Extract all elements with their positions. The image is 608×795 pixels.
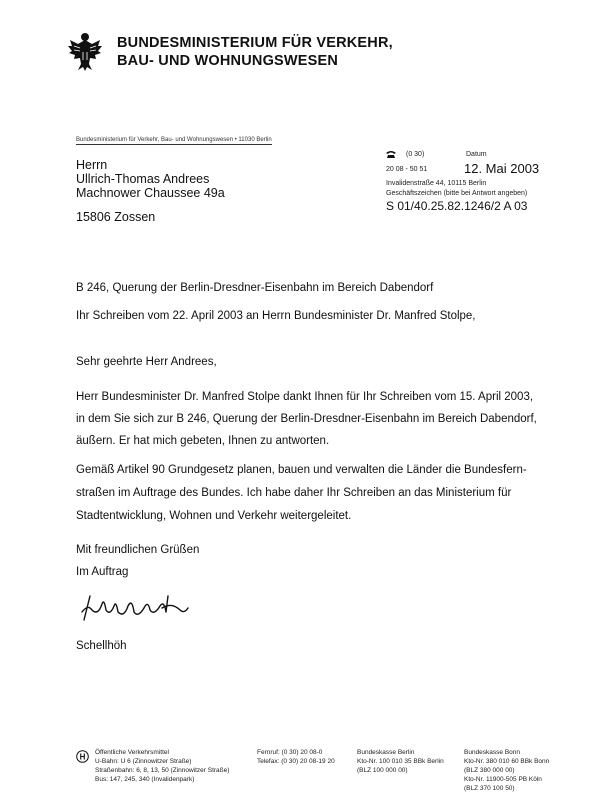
paragraph-1-line-1: Herr Bundesminister Dr. Manfred Stolpe dankt Ihnen für Ihr Schreiben vom 15. April 2003, [76, 391, 534, 403]
footer-bank-bonn-blz-2: (BLZ 370 100 50) [464, 785, 515, 792]
reference-line: Ihr Schreiben vom 22. April 2003 an Herrn Bundesminister Dr. Manfred Stolpe, [76, 310, 476, 322]
paragraph-2-line-1: Gemäß Artikel 90 Grundgesetz planen, bauen und verwalten die Länder die Bundesfern- [76, 464, 527, 476]
footer-bank-berlin-title: Bundeskasse Berlin [357, 749, 415, 756]
federal-eagle-logo [66, 30, 104, 72]
footer-transit-line: Straßenbahn: 6, 8, 13, 50 (Zinnowitzer Straße) [95, 767, 230, 774]
footer-bank-berlin-blz: (BLZ 100 000 00) [357, 767, 408, 774]
footer-fax: Telefax: (0 30) 20 08-19 20 [257, 758, 335, 765]
ministry-line-1: BUNDESMINISTERIUM FÜR VERKEHR, [117, 35, 393, 51]
office-address: Invalidenstraße 44, 10115 Berlin [386, 180, 487, 187]
handwritten-signature [76, 586, 196, 626]
footer-phone: Fernruf: (0 30) 20 08-0 [257, 749, 323, 756]
footer-bank-bonn [464, 748, 549, 793]
footer-bank-berlin [357, 748, 444, 775]
signer-name: Schellhöh [76, 640, 127, 652]
paragraph-1-line-3: äußern. Er hat mich gebeten, Ihnen zu antworten. [76, 435, 330, 447]
footer-transit [95, 748, 229, 784]
recipient-salutation: Herrn [76, 158, 108, 172]
recipient-street: Machnower Chaussee 49a [76, 186, 225, 200]
on-behalf: Im Auftrag [76, 566, 129, 578]
letter-date: 12. Mai 2003 [464, 161, 540, 176]
ministry-name [117, 34, 393, 70]
recipient-city: 15806 Zossen [76, 210, 156, 224]
phone-prefix: (0 30) [406, 151, 425, 158]
footer-bank-berlin-account: Kto-Nr. 100 010 35 BBk Berlin [357, 758, 444, 765]
sender-return-line: Bundesministerium für Verkehr, Bau- und Wohnungswesen • 11030 Berlin [76, 137, 272, 143]
svg-text:H: H [79, 752, 86, 762]
transit-h-icon [76, 750, 89, 763]
date-label: Datum [466, 151, 487, 158]
paragraph-2-line-3: Stadtentwicklung, Wohnen und Verkehr weitergeleitet. [76, 510, 352, 522]
footer-bank-bonn-account: Kto-Nr. 380 010 60 BBk Bonn [464, 758, 550, 765]
footer-transit-line: U-Bahn: U 6 (Zinnowitzer Straße) [95, 758, 192, 765]
closing: Mit freundlichen Grüßen [76, 544, 200, 556]
phone-icon [386, 150, 396, 158]
subject-line: B 246, Querung der Berlin-Dresdner-Eisenbahn im Bereich Dabendorf [76, 282, 434, 294]
footer-bank-bonn-account-2: Kto-Nr. 11900-505 PB Köln [464, 776, 542, 783]
footer-transit-title: Öffentliche Verkehrsmittel [95, 749, 169, 756]
phone-extension: 20 08 - 50 51 [386, 166, 428, 173]
reference-number: S 01/40.25.82.1246/2 A 03 [386, 199, 528, 213]
footer-transit-line: Bus: 147, 245, 340 (Invalidenpark) [95, 776, 195, 783]
footer-contact [257, 748, 335, 766]
paragraph-2-line-2: straßen im Auftrage des Bundes. Ich habe daher Ihr Schreiben an das Ministerium für [76, 487, 512, 499]
reference-label: Geschäftszeichen (bitte bei Antwort angeben) [386, 190, 528, 197]
paragraph-1-line-2: in dem Sie sich zur B 246, Querung der Berlin-Dresdner-Eisenbahn im Bereich Dabendorf, [76, 413, 537, 425]
greeting: Sehr geehrte Herr Andrees, [76, 356, 217, 368]
footer-bank-bonn-blz: (BLZ 380 000 00) [464, 767, 515, 774]
ministry-line-2: BAU- UND WOHNUNGSWESEN [117, 53, 339, 69]
recipient-name: Ullrich-Thomas Andrees [76, 172, 210, 186]
footer-bank-bonn-title: Bundeskasse Bonn [464, 749, 521, 756]
